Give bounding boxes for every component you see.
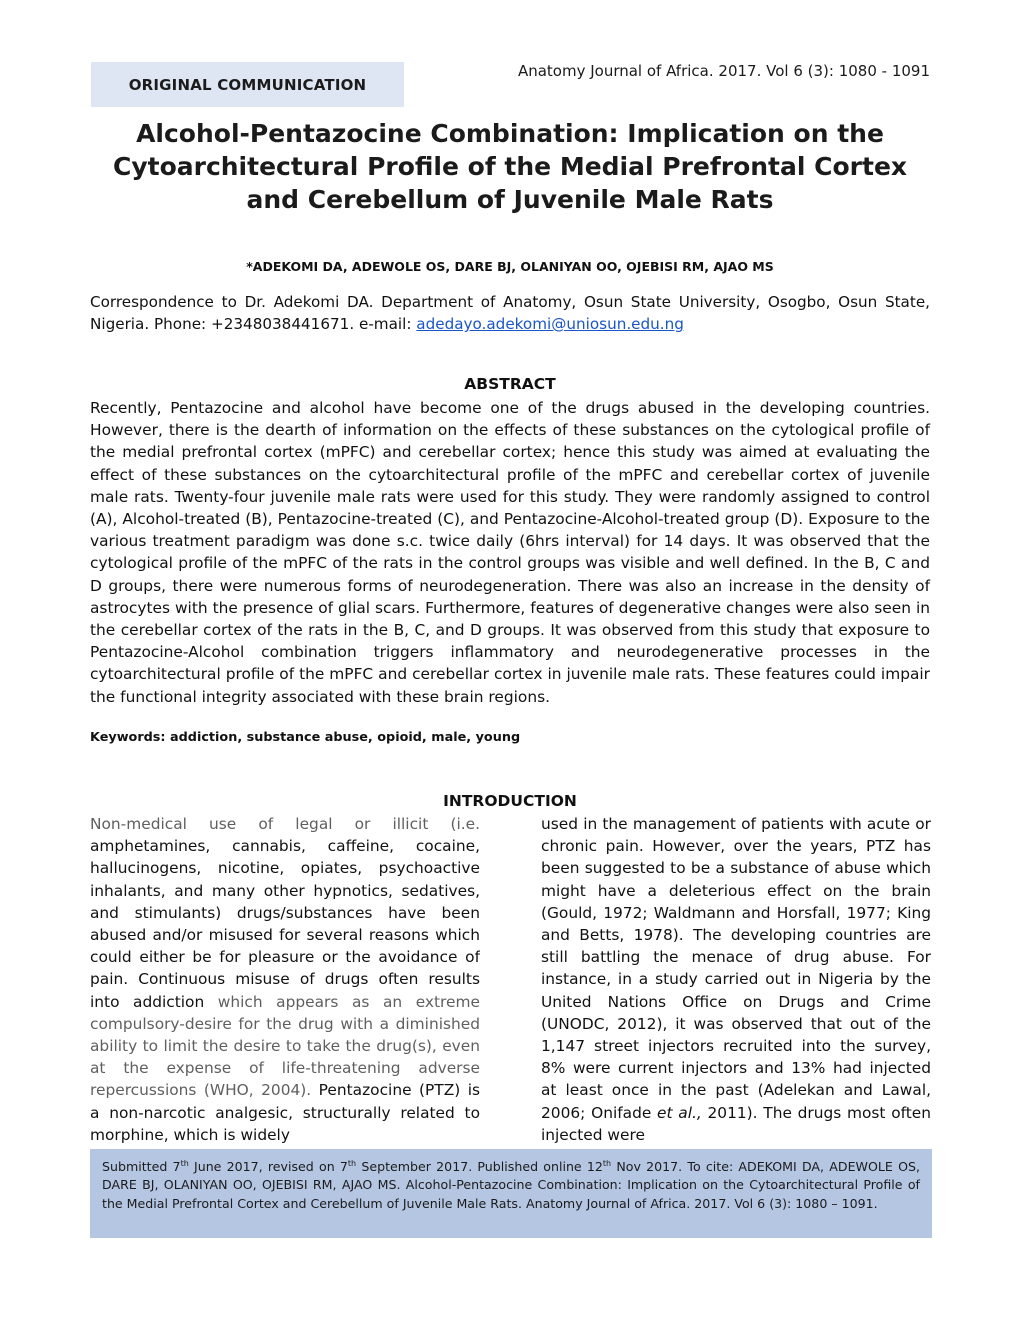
introduction-right-column [541, 813, 931, 1143]
citation-superscript: th [347, 1159, 357, 1168]
intro-right-2: 2011). The drugs most often injected were [541, 1103, 931, 1143]
article-type-label: ORIGINAL COMMUNICATION [128, 75, 367, 94]
intro-left-black-2: Pentazocine (PTZ) is a non-narcotic analgesic, structurally related to morphine, which is widely [90, 1081, 480, 1143]
citation-part: Submitted 7 [102, 1159, 181, 1175]
citation-part: June 2017, revised on 7 [188, 1159, 348, 1175]
intro-left-black-1: amphetamines, cannabis, caffeine, cocaine, hallucinogens, nicotine, opiates, psychoactive inhalants, and many other hypnotics, sedatives, and stimulants) drugs/substances have been abused and/or misused for several reasons which could either be for pleasure or the avoidance of pain. Continuous misuse of drugs often results into addiction [90, 837, 480, 1011]
correspondence-text: Correspondence to Dr. Adekomi DA. Department of Anatomy, Osun State University, Osogbo, Osun State, Nigeria. Phone: +2348038441671. e-mail: [90, 293, 930, 333]
article-title: Alcohol-Pentazocine Combination: Implication on the Cytoarchitectural Profile of the Medial Prefrontal Cortex and Cerebellum of Juvenile Male Rats [112, 119, 908, 214]
keywords: Keywords: addiction, substance abuse, opioid, male, young [90, 730, 521, 745]
introduction-left-column [90, 813, 480, 1143]
author-list: *ADEKOMI DA, ADEWOLE OS, DARE BJ, OLANIYAN OO, OJEBISI RM, AJAO MS [246, 259, 774, 274]
citation-superscript: th [180, 1159, 189, 1168]
email-link[interactable]: adedayo.adekomi@uniosun.edu.ng [416, 315, 684, 333]
intro-right-1: used in the management of patients with acute or chronic pain. However, over the years, PTZ has been suggested to be a substance of abuse which might have a deleterious effect on the brain (Gould, 1972; Waldmann and Horsfall, 1977; King and Betts, 1978). The developing countries are still battling the menace of drug abuse. For instance, in a study carried out in Nigeria by the United Nations Office on Drugs and Crime (UNODC, 2012), it was observed that out of the 1,147 street injectors recruited into the survey, 8% were current injectors and 13% had injected at least once in the past (Adelekan and Lawal, 2006; Onifade [541, 815, 931, 1122]
citation-part: September 2017. Published online 12 [356, 1159, 603, 1175]
citation-part: Nov 2017. To cite: ADEKOMI DA, ADEWOLE OS, DARE BJ, OLANIYAN OO, OJEBISI RM, AJAO MS. Alcohol-Pentazocine Combination: Implication on the Cytoarchitectural Profile of the Medial Prefrontal Cortex and Cerebellum of Juvenile Male Rats. Anatomy Journal of Africa. 2017. Vol 6 (3): 1080 – 1091. [102, 1159, 920, 1211]
correspondence [90, 291, 930, 335]
introduction-heading: INTRODUCTION [443, 792, 577, 810]
citation-box [90, 1149, 932, 1238]
article-type-badge [91, 62, 404, 107]
journal-reference: Anatomy Journal of Africa. 2017. Vol 6 (3): 1080 - 1091 [517, 62, 930, 80]
abstract-heading: ABSTRACT [464, 375, 556, 393]
citation-superscript: th [602, 1159, 612, 1168]
intro-left-grey-2: which appears as an extreme compulsory-desire for the drug with a diminished ability to limit the desire to take the drug(s), even at the expense of life-threatening adverse repercussions (WHO, 2004). [90, 992, 480, 1100]
intro-right-italic: et al., [657, 1103, 702, 1122]
intro-left-grey-1: Non-medical use of legal or illicit (i.e. [90, 815, 480, 833]
abstract-body: Recently, Pentazocine and alcohol have become one of the drugs abused in the developing countries. However, there is the dearth of information on the effects of these substances on the cytological profile of the medial prefrontal cortex (mPFC) and cerebellar cortex; hence this study was aimed at evaluating the effect of these substances on the cytoarchitectural profile of the mPFC and cerebellar cortex of juvenile male rats. Twenty-four juvenile male rats were used for this study. They were randomly assigned to control (A), Alcohol-treated (B), Pentazocine-treated (C), and Pentazocine-Alcohol-treated group (D). Exposure to the various treatment paradigm was done s.c. twice daily (6hrs interval) for 14 days. It was observed that the cytological profile of the mPFC of the rats in the control groups was visible and well defined. In the B, C and D groups, there were numerous forms of neurodegeneration. There was also an increase in the density of astrocytes with the presence of glial scars. Furthermore, features of degenerative changes were also seen in the cerebellar cortex of the rats in the B, C, and D groups. It was observed from this study that exposure to Pentazocine-Alcohol combination triggers inflammatory and neurodegenerative processes in the cytoarchitectural profile of the mPFC and cerebellar cortex in juvenile male rats. These features could impair the functional integrity associated with these brain regions. [90, 399, 930, 706]
